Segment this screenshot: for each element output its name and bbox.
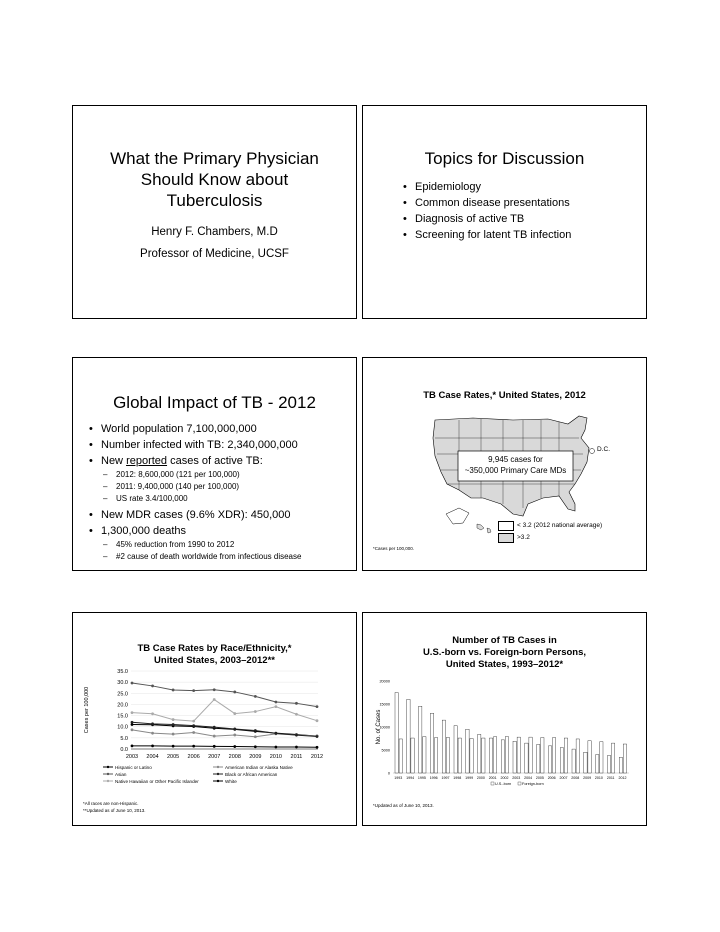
x-tick-label: 2001 xyxy=(488,776,497,780)
x-tick-label: 1997 xyxy=(441,776,450,780)
list-item: • New reported cases of active TB: xyxy=(89,453,354,469)
born-bar-chart xyxy=(363,613,646,825)
y-tick-label: 35.0 xyxy=(117,669,128,675)
data-point xyxy=(131,744,134,747)
y-tick-label: 20.0 xyxy=(117,702,128,709)
bar xyxy=(517,737,520,773)
x-tick-label: 2011 xyxy=(606,776,615,780)
list-item: • Number infected with TB: 2,340,000,000 xyxy=(89,437,354,453)
bar xyxy=(482,738,485,773)
data-point xyxy=(213,688,216,691)
y-tick-label: 30.0 xyxy=(117,680,128,687)
bar xyxy=(419,706,422,773)
y-tick-label: 10.0 xyxy=(117,724,128,731)
data-point xyxy=(172,745,175,748)
bar xyxy=(619,757,622,773)
map-footnote: *Cases per 100,000. xyxy=(373,546,415,551)
x-tick-label: 1993 xyxy=(394,776,403,780)
data-point xyxy=(233,691,236,694)
data-point xyxy=(295,746,298,749)
legend-swatch xyxy=(518,782,521,785)
bar xyxy=(430,713,433,773)
data-point xyxy=(233,734,236,737)
bar xyxy=(442,720,445,773)
legend-swatch-high xyxy=(498,533,514,543)
data-point xyxy=(233,712,236,715)
map-title: TB Case Rates,* United States, 2012 xyxy=(423,390,586,401)
data-point xyxy=(172,723,175,726)
x-tick-label: 2012 xyxy=(618,776,627,780)
data-point xyxy=(254,729,257,732)
slide-topics xyxy=(362,105,647,319)
slide-title xyxy=(72,105,357,319)
data-point xyxy=(172,689,175,692)
y-tick-label: 0 xyxy=(387,771,390,776)
series-line xyxy=(132,746,317,747)
x-tick-label: 1995 xyxy=(417,776,426,780)
x-tick-label: 2003 xyxy=(125,754,139,760)
data-point xyxy=(274,705,277,708)
bar xyxy=(612,743,615,773)
data-point xyxy=(213,735,216,738)
bar xyxy=(529,737,532,773)
bar xyxy=(489,738,492,773)
legend-label: Foreign-born xyxy=(522,782,544,786)
data-point xyxy=(274,732,277,735)
slide-born-chart xyxy=(362,612,647,826)
bar xyxy=(411,738,414,773)
data-point xyxy=(151,712,154,715)
x-tick-label: 2008 xyxy=(571,776,580,780)
bar xyxy=(494,737,497,773)
data-point xyxy=(295,713,298,716)
legend-label-high: >3.2 xyxy=(517,534,530,541)
data-point xyxy=(192,689,195,692)
data-point xyxy=(316,705,319,708)
data-point xyxy=(233,745,236,748)
slide-us-map xyxy=(362,357,647,571)
bar xyxy=(537,744,540,773)
bar xyxy=(505,737,508,773)
data-point xyxy=(213,745,216,748)
data-point xyxy=(131,721,134,724)
legend-label: Asian xyxy=(115,772,127,777)
bar xyxy=(588,741,591,773)
race-chart-title: TB Case Rates by Race/Ethnicity,* United States, 2003–2012** xyxy=(137,643,292,666)
x-tick-label: 2006 xyxy=(187,754,200,760)
bar xyxy=(596,755,599,773)
legend-swatch xyxy=(491,782,494,785)
x-tick-label: 2010 xyxy=(594,776,603,780)
series-line xyxy=(132,683,317,707)
x-tick-label: 2012 xyxy=(310,754,324,760)
y-tick-label: 0.0 xyxy=(120,747,128,753)
y-tick-label: 5.0 xyxy=(120,735,128,742)
bar xyxy=(541,738,544,773)
x-tick-label: 2009 xyxy=(249,754,262,760)
born-chart-title: Number of TB Cases in U.S.-born vs. Foreign-born Persons, United States, 1993–2012* xyxy=(422,635,587,670)
legend-label: Native Hawaiian or Other Pacific Islander xyxy=(115,779,199,784)
data-point xyxy=(254,695,257,698)
bar xyxy=(584,752,587,773)
bar xyxy=(553,738,556,773)
data-point xyxy=(316,719,319,722)
legend-label: American Indian or Alaska Native xyxy=(225,765,293,770)
legend-label-low: < 3.2 (2012 national average) xyxy=(517,522,603,529)
x-tick-label: 2006 xyxy=(547,776,556,780)
x-tick-label: 2005 xyxy=(166,754,180,760)
slide-title-heading: What the Primary Physician Should Know about Tuberculosis xyxy=(110,149,319,210)
legend-marker xyxy=(217,780,219,782)
global-bullets xyxy=(89,421,354,563)
data-point xyxy=(192,731,195,734)
list-item: – 2011: 9,400,000 (140 per 100,000) xyxy=(103,481,354,493)
data-point xyxy=(192,720,195,723)
data-point xyxy=(213,726,216,729)
x-tick-label: 2005 xyxy=(535,776,544,780)
y-axis-label: No. of Cases xyxy=(376,709,382,745)
y-axis-label: Cases per 100,000 xyxy=(84,686,90,734)
data-point xyxy=(254,745,257,748)
x-tick-label: 2004 xyxy=(524,776,533,780)
list-item: – US rate 3.4/100,000 xyxy=(103,493,354,505)
y-tick-label: 15000 xyxy=(379,702,390,707)
y-tick-label: 20000 xyxy=(379,679,390,684)
bar xyxy=(623,744,626,773)
data-point xyxy=(172,718,175,721)
born-footnote: *Updated as of June 10, 2013. xyxy=(373,803,434,808)
x-tick-label: 2010 xyxy=(269,754,283,760)
bar xyxy=(458,738,461,773)
data-point xyxy=(316,735,319,738)
bar xyxy=(423,737,426,773)
data-point xyxy=(274,746,277,749)
legend-label: White xyxy=(225,779,237,784)
dc-label: D.C. xyxy=(597,446,610,453)
list-item: – 2012: 8,600,000 (121 per 100,000) xyxy=(103,469,354,481)
bar xyxy=(576,739,579,773)
x-tick-label: 2002 xyxy=(500,776,509,780)
topics-list xyxy=(403,179,571,243)
data-point xyxy=(131,711,134,714)
x-tick-label: 2003 xyxy=(512,776,521,780)
bar xyxy=(607,756,610,773)
data-point xyxy=(295,702,298,705)
legend-marker xyxy=(107,780,109,782)
race-line-chart xyxy=(73,613,356,825)
list-item: • Diagnosis of active TB xyxy=(403,211,571,227)
x-tick-label: 1996 xyxy=(429,776,438,780)
bar xyxy=(478,734,481,773)
list-item: • 1,300,000 deaths xyxy=(89,523,354,539)
data-point xyxy=(151,685,154,688)
x-tick-label: 2009 xyxy=(583,776,592,780)
legend-marker xyxy=(107,766,109,768)
x-tick-label: 2004 xyxy=(146,754,159,760)
y-tick-label: 5000 xyxy=(381,748,390,753)
x-tick-label: 2000 xyxy=(476,776,485,780)
y-tick-label: 25.0 xyxy=(117,691,128,698)
bar xyxy=(435,738,438,773)
data-point xyxy=(151,722,154,725)
legend-swatch-low xyxy=(498,521,514,531)
x-tick-label: 1998 xyxy=(453,776,462,780)
slide-topics-title: Topics for Discussion xyxy=(424,149,585,168)
bar xyxy=(446,738,449,773)
list-item: • Common disease presentations xyxy=(403,195,571,211)
data-point xyxy=(316,746,319,749)
legend-marker xyxy=(217,773,219,775)
bar xyxy=(548,746,551,773)
data-point xyxy=(172,733,175,736)
list-item: • Epidemiology xyxy=(403,179,571,195)
bar xyxy=(454,726,457,773)
bar xyxy=(395,693,398,774)
bar xyxy=(470,739,473,774)
x-tick-label: 1994 xyxy=(406,776,415,780)
dc-marker xyxy=(590,449,595,454)
x-tick-label: 2008 xyxy=(228,754,241,760)
bar xyxy=(525,743,528,773)
bar xyxy=(560,748,563,773)
data-point xyxy=(254,735,257,738)
list-item: • New MDR cases (9.6% XDR): 450,000 xyxy=(89,507,354,523)
slide-global-impact xyxy=(72,357,357,571)
bar xyxy=(564,738,567,773)
series-line xyxy=(132,730,317,737)
bar xyxy=(407,699,410,773)
y-tick-label: 10000 xyxy=(379,725,390,730)
data-point xyxy=(274,701,277,704)
data-point xyxy=(192,745,195,748)
list-item: • Screening for latent TB infection xyxy=(403,227,571,243)
bar xyxy=(600,742,603,773)
list-item: – 45% reduction from 1990 to 2012 xyxy=(103,539,354,551)
data-point xyxy=(295,734,298,737)
data-point xyxy=(213,698,216,701)
x-tick-label: 1999 xyxy=(465,776,474,780)
legend-marker xyxy=(217,766,219,768)
author-affiliation: Professor of Medicine, UCSF xyxy=(140,248,289,260)
data-point xyxy=(131,728,134,731)
data-point xyxy=(151,744,154,747)
legend-label: Black or African American xyxy=(225,772,278,777)
race-footnote-2: **Updated as of June 10, 2013. xyxy=(83,808,146,813)
slide-race-chart xyxy=(72,612,357,826)
data-point xyxy=(131,682,134,685)
bar xyxy=(572,749,575,773)
race-footnote-1: *All races are non-Hispanic. xyxy=(83,801,139,806)
legend-label: U.S.-born xyxy=(495,782,512,786)
legend-marker xyxy=(107,773,109,775)
series-line xyxy=(132,722,317,736)
bar xyxy=(399,739,402,773)
x-tick-label: 2007 xyxy=(208,754,221,760)
legend-label: Hispanic or Latino xyxy=(115,765,152,770)
data-point xyxy=(233,728,236,731)
data-point xyxy=(192,724,195,727)
list-item: – #2 cause of death worldwide from infectious disease xyxy=(103,551,354,563)
y-tick-label: 15.0 xyxy=(117,713,128,720)
author-name: Henry F. Chambers, M.D xyxy=(151,226,278,238)
data-point xyxy=(254,710,257,713)
bar xyxy=(466,729,469,773)
list-item: • World population 7,100,000,000 xyxy=(89,421,354,437)
bar xyxy=(501,740,504,773)
bar xyxy=(513,741,516,773)
map-callout: 9,945 cases for ~350,000 Primary Care MDs xyxy=(464,455,567,475)
data-point xyxy=(151,732,154,735)
x-tick-label: 2011 xyxy=(290,754,303,760)
slide-global-title: Global Impact of TB - 2012 xyxy=(113,393,316,412)
x-tick-label: 2007 xyxy=(559,776,568,780)
